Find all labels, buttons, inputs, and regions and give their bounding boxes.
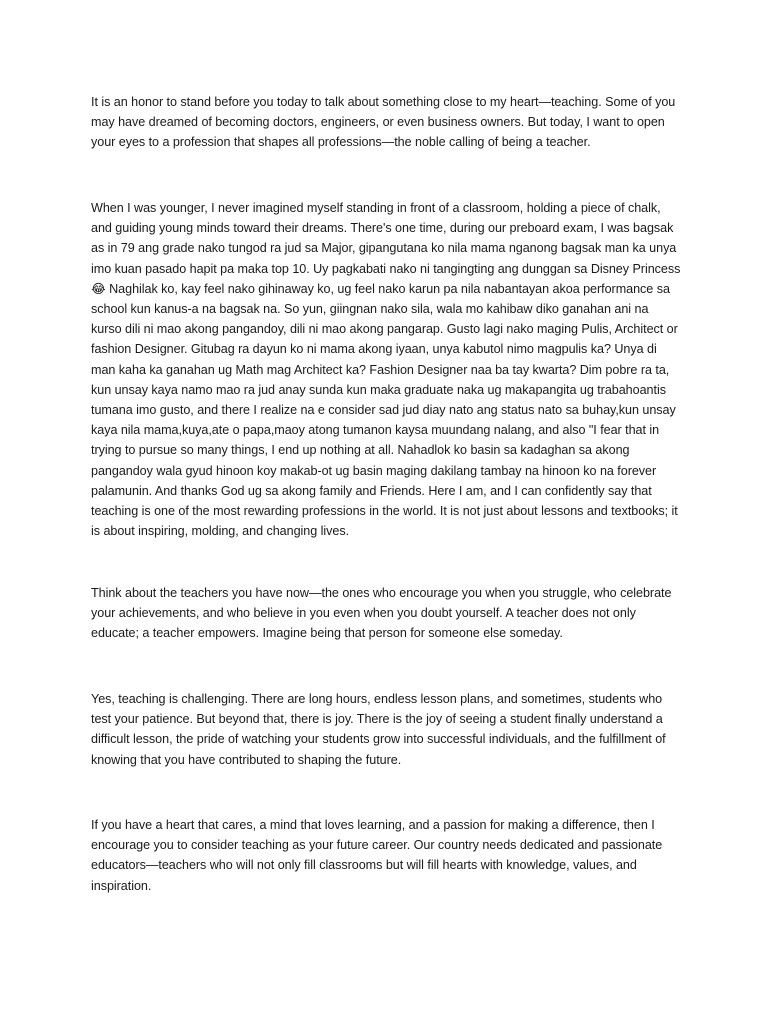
paragraph-challenges: Yes, teaching is challenging. There are long hours, endless lesson plans, and sometimes, students who test your patience. But beyond that, there is joy. There is the joy of seeing a student finally understand a difficult lesson, the pride of watching your students grow into successful individuals, and the fulfillment of knowing that you have contributed to shaping the future. (91, 692, 666, 767)
paragraph-personal-story: When I was younger, I never imagined myself standing in front of a classroom, holding a piece of chalk, and guiding young minds toward their dreams. There's one time, during our preboard exam, I was bagsak as in 79 ang grade nako tungod ra jud sa Major, gipangutana ko nila mama nganong bagsak man ka unya imo kuan pasado hapit pa maka top 10. Uy pagkabati nako ni tangingting ang dunggan sa Disney Princess 😂 Naghilak ko, kay feel nako gihinaway ko, ug feel nako karun pa nila nabantayan akoa performance sa school kun kanus-a na bagsak na. So yun, giingnan nako sila, wala mo kahibaw diko ganahan ani na kurso dili ni mao akong pangandoy, dili ni mao akong pangarap. Gusto lagi nako maging Pulis, Architect or fashion Designer. Gitubag ra dayun ko ni mama akong iyaan, unya kabutol nimo magpulis ka? Unya di man kaha ka ganahan ug Math mag Architect ka? Fashion Designer naa ba tay kwarta? Dim pobre ra ta, kun unsay kaya namo mao ra jud anay sunda kun maka graduate naka ug makapangita ug trabahoantis tumana imo gusto, and there I realize na e consider sad jud diay nato ang status nato sa buhay,kun unsay kaya nila mama,kuya,ate o papa,maoy atong tumanon kaysa muundang nalang, and also "I fear that in trying to pursue so many things, I end up nothing at all. Nahadlok ko basin sa kadaghan sa akong pangandoy wala gyud hinoon koy makab-ot ug basin maging dakilang tambay na hinoon ko na forever palamunin. And thanks God ug sa akong family and Friends. Here I am, and I can confidently say that teaching is one of the most rewarding professions in the world. It is not just about lessons and textbooks; it is about inspiring, molding, and changing lives. (91, 201, 681, 539)
paragraph-intro: It is an honor to stand before you today to talk about something close to my heart—teaching. Some of you may have dreamed of becoming doctors, engineers, or even business owners. But today, I want to open your eyes to a profession that shapes all professions—the noble calling of being a teacher. (91, 95, 676, 150)
paragraph-call-to-action: If you have a heart that cares, a mind that loves learning, and a passion for making a difference, then I encourage you to consider teaching as your future career. Our country needs dedicated and passionate educators—teachers who will not only fill classrooms but will fill hearts with knowledge, values, and inspiration. (91, 818, 663, 893)
paragraph-teachers-now: Think about the teachers you have now—the ones who encourage you when you struggle, who celebrate your achievements, and who believe in you even when you doubt yourself. A teacher does not only educate; a teacher empowers. Imagine being that person for someone else someday. (91, 586, 672, 641)
